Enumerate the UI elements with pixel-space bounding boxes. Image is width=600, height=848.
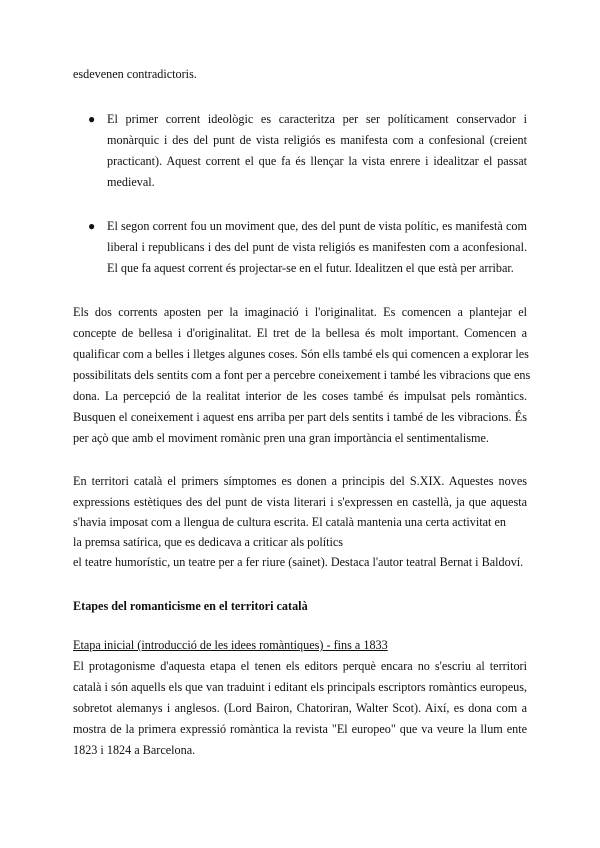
paragraph-1-line: dona. La percepció de la realitat interior de les coses també és impulsat pels romàntics. [73, 389, 527, 403]
paragraph-1-line: possibilitats dels sentits com a font per a percebre coneixement i també les vibracions que ens [73, 368, 531, 382]
paragraph-1-line: concepte de bellesa i d'originalitat. El tret de la bellesa és molt important. Comencen a [73, 326, 527, 340]
paragraph-1-line: Busquen el coneixement i aquest ens arriba per part dels sentits i també de les vibracions. És [73, 410, 527, 424]
section-subheading: Etapa inicial (introducció de les idees romàntiques) - fins a 1833 [73, 638, 388, 652]
bullet-2-line: liberal i republicans i des del punt de vista religiós es manifesten com a aconfesional. [107, 240, 527, 254]
paragraph-3-line: català i són aquells els que van traduint i editant els principals escriptors romàntics europeus, [73, 680, 527, 694]
paragraph-1-line: Els dos corrents aposten per la imaginació i l'originalitat. Es comencen a plantejar el [73, 305, 527, 319]
bullet-icon: ● [88, 112, 96, 126]
paragraph-2-line: En territori català el primers símptomes es donen a principis del S.XIX. Aquestes noves [73, 474, 527, 488]
bullet-1-line: medieval. [107, 175, 155, 189]
paragraph-2-line: el teatre humorístic, un teatre per a fer riure (sainet). Destaca l'autor teatral Bernat i Baldoví. [73, 555, 524, 569]
section-heading: Etapes del romanticisme en el territori català [73, 599, 308, 613]
bullet-2-line: El segon corrent fou un moviment que, des del punt de vista polític, es manifestà com [107, 219, 527, 233]
bullet-1-line: monàrquic i des del punt de vista religiós es manifesta com a confesional (creient [107, 133, 527, 147]
paragraph-3-line: mostra de la primera expressió romàntica la revista "El europeo" que va veure la llum ente [73, 722, 527, 736]
paragraph-3-line: 1823 i 1824 a Barcelona. [73, 743, 196, 757]
paragraph-1-line: qualificar com a belles i lletges algunes coses. Són ells també els qui comencen a explorar les [73, 347, 529, 361]
paragraph-2-line: la premsa satírica, que es dedicava a criticar als polítics [73, 535, 344, 549]
bullet-2-line: El que fa aquest corrent és projectar-se en el futur. Idealitzen el que està per arribar. [107, 261, 514, 275]
paragraph-1-line: per açò que amb el moviment romànic pren una gran importància el sentimentalisme. [73, 431, 489, 445]
paragraph-2-line: s'havia imposat com a llengua de cultura escrita. El català mantenia una certa activitat en [73, 515, 506, 529]
bullet-1-line: El primer corrent ideològic es caracteritza per ser políticament conservador i [107, 112, 527, 126]
paragraph-2-line: expressions estètiques des del punt de vista literari i s'expressen en castellà, ja que aquesta [73, 495, 527, 509]
bullet-1-line: practicant). Aquest corrent el que fa és llençar la vista enrere i idealitzar el passat [107, 154, 527, 168]
bullet-icon: ● [88, 219, 96, 233]
intro-tail-line: esdevenen contradictoris. [73, 67, 197, 81]
paragraph-3-line: El protagonisme d'aquesta etapa el tenen els editors perquè encara no s'escriu al territori [73, 659, 527, 673]
paragraph-3-line: sobretot alemanys i anglesos. (Lord Bairon, Chatoriran, Walter Scot). Així, es dona com a [73, 701, 527, 715]
